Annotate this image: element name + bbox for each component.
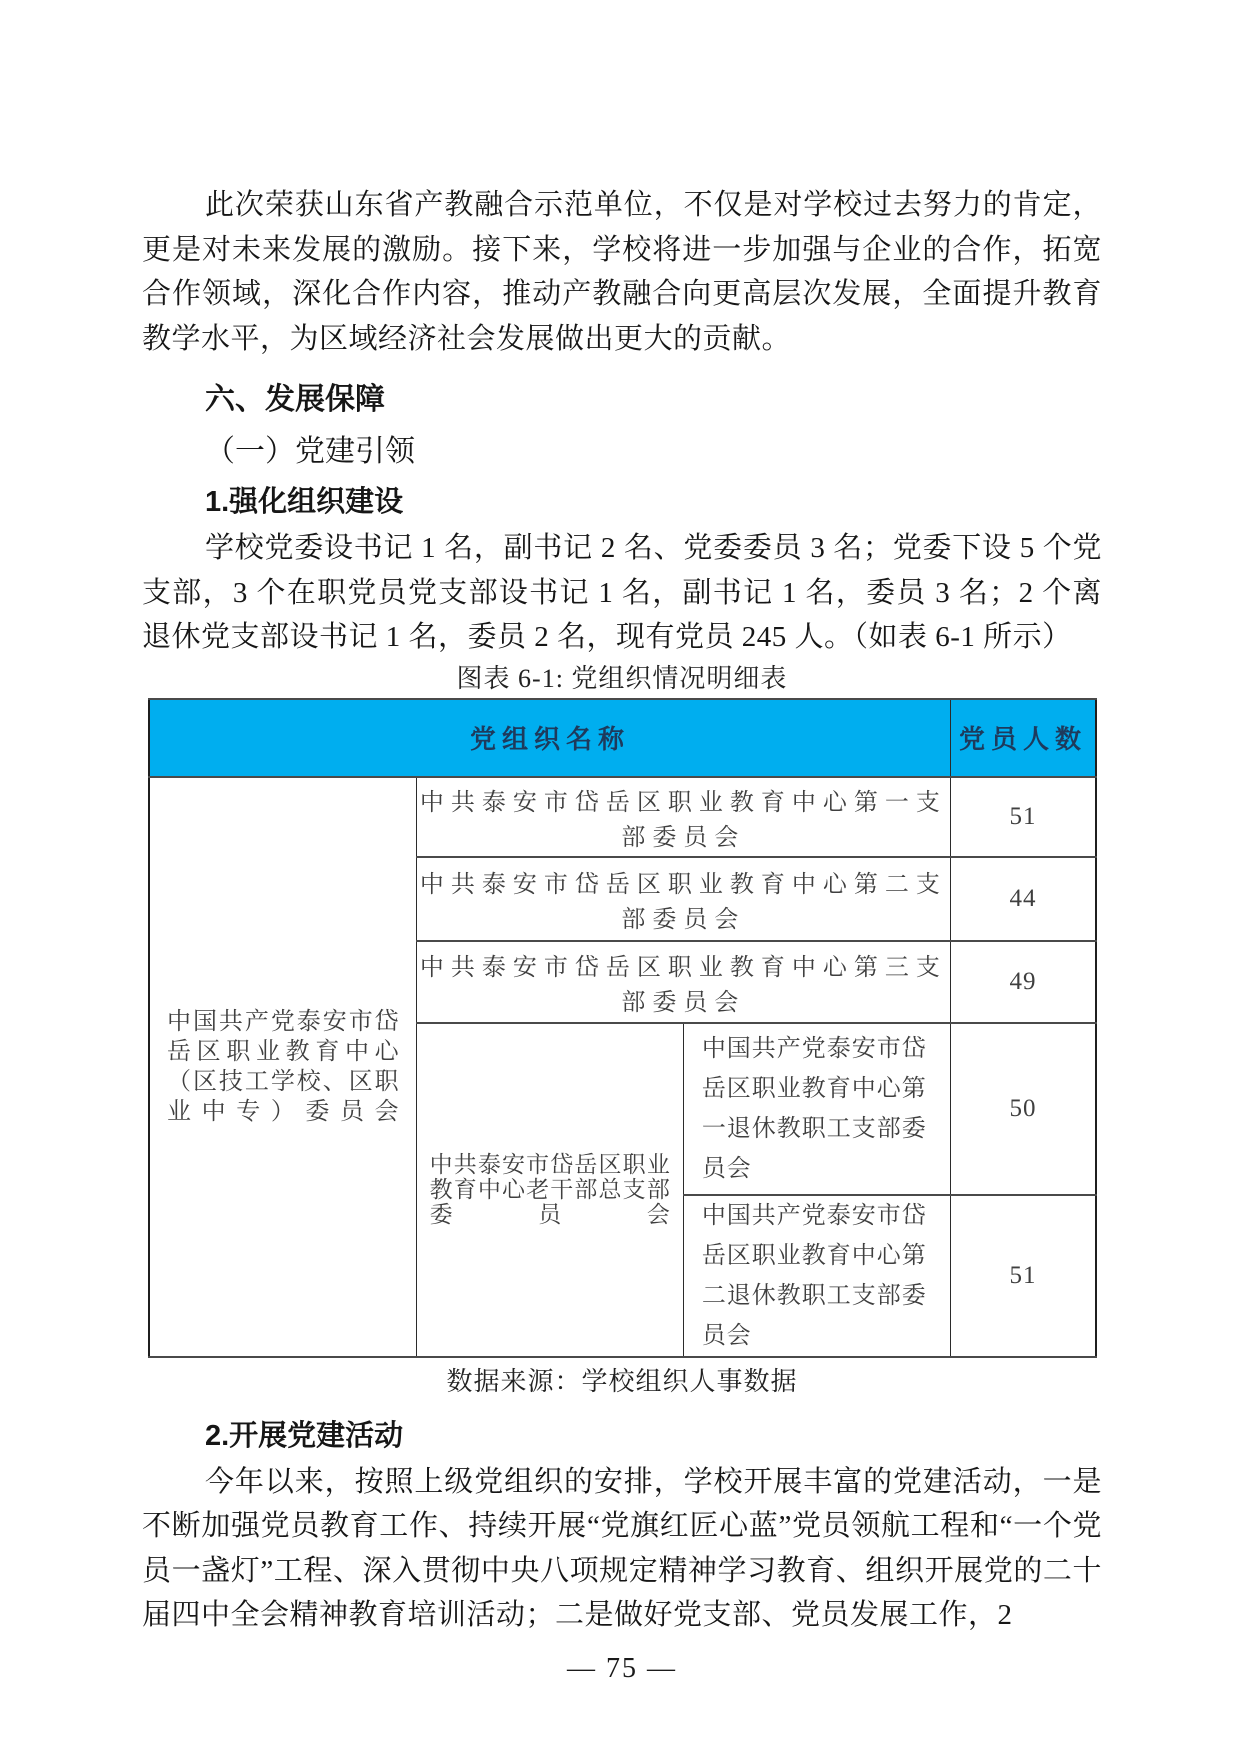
cell-retired-2-name: 中国共产党泰安市岱岳区职业教育中心第二退休教职工支部委员会 bbox=[683, 1195, 950, 1357]
table-header-row bbox=[149, 699, 1096, 777]
cell-committee-name: 中国共产党泰安市岱岳区职业教育中心（区技工学校、区职业中专）委员会 bbox=[149, 777, 416, 1357]
cell-retired-general-branch: 中共泰安市岱岳区职业教育中心老干部总支部委员会 bbox=[416, 1023, 683, 1357]
cell-branch-1-count: 51 bbox=[951, 777, 1097, 857]
item-heading-party-activities: 2.开展党建活动 bbox=[205, 1419, 404, 1452]
table-data-source: 数据来源：学校组织人事数据 bbox=[446, 1366, 798, 1396]
table-caption: 图表 6-1: 党组织情况明细表 bbox=[456, 663, 788, 693]
cell-branch-1-name: 中共泰安市岱岳区职业教育中心第一支部委员会 bbox=[416, 777, 950, 857]
cell-retired-1-name: 中国共产党泰安市岱岳区职业教育中心第一退休教职工支部委员会 bbox=[683, 1023, 950, 1195]
page-number: — 75 — bbox=[567, 1652, 677, 1684]
subsection-heading-party-building: （一）党建引领 bbox=[205, 435, 415, 468]
item-heading-strengthen-organization: 1.强化组织建设 bbox=[205, 486, 404, 518]
header-member-count: 党员人数 bbox=[951, 699, 1097, 777]
paragraph-organization: 学校党委设书记 1 名，副书记 2 名、党委委员 3 名；党委下设 5 个党支部，3 个在职党员党支部设书记 1 名，副书记 1 名，委员 3 名；2 个离退休党支部设书记 1 名，委员 2 名，现有党员 245 人。（如表 6-1 所示） bbox=[142, 532, 1102, 653]
paragraph-award: 此次荣获山东省产教融合示范单位，不仅是对学校过去努力的肯定，更是对未来发展的激励。接下来，学校将进一步加强与企业的合作，拓宽合作领域，深化合作内容，推动产教融合向更高层次发展，全面提升教育教学水平，为区域经济社会发展做出更大的贡献。 bbox=[142, 189, 1102, 355]
paragraph-activities: 今年以来，按照上级党组织的安排，学校开展丰富的党建活动，一是不断加强党员教育工作、持续开展“党旗红匠心蓝”党员领航工程和“一个党员一盏灯”工程、深入贯彻中央八项规定精神学习教育、组织开展党的二十届四中全会精神教育培训活动；二是做好党支部、党员发展工作，2 bbox=[142, 1465, 1102, 1631]
cell-branch-2-count: 44 bbox=[951, 857, 1097, 941]
section-heading-development-guarantee: 六、发展保障 bbox=[205, 383, 385, 416]
cell-retired-1-count: 50 bbox=[951, 1023, 1097, 1195]
cell-retired-2-count: 51 bbox=[951, 1195, 1097, 1357]
header-org-name: 党组织名称 bbox=[149, 699, 951, 777]
cell-branch-3-count: 49 bbox=[951, 941, 1097, 1023]
table-row bbox=[149, 777, 1096, 857]
party-org-table bbox=[148, 698, 1097, 1358]
cell-branch-2-name: 中共泰安市岱岳区职业教育中心第二支部委员会 bbox=[416, 857, 950, 941]
cell-branch-3-name: 中共泰安市岱岳区职业教育中心第三支部委员会 bbox=[416, 941, 950, 1023]
